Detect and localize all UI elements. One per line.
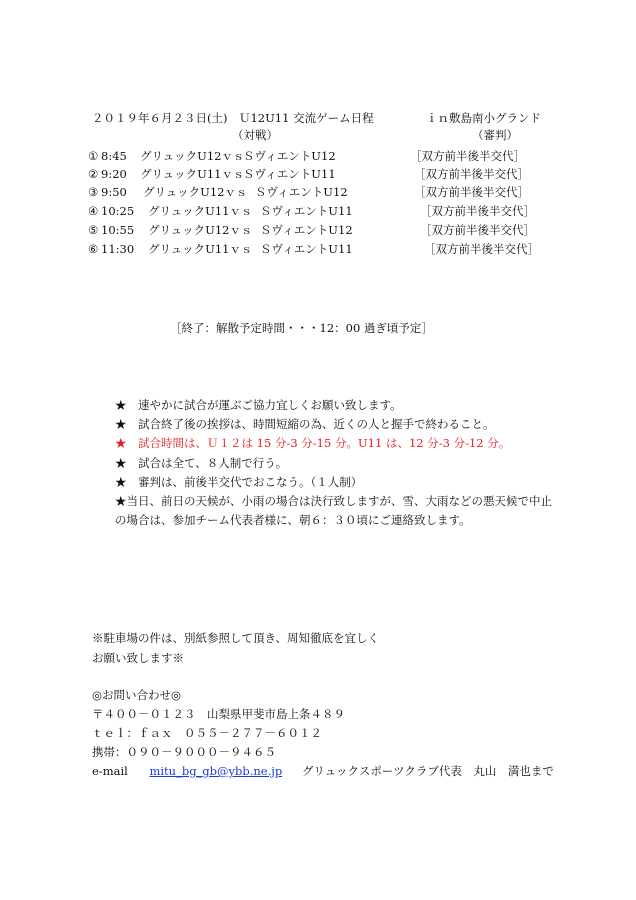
referee-column-header: （審判） bbox=[472, 128, 518, 142]
match-time: 9:20 bbox=[101, 167, 127, 181]
match-column-header: （対戦） bbox=[232, 128, 278, 142]
contact-email-row bbox=[92, 763, 554, 779]
parking-note: ※駐車場の件は、別紙参照して頂き、周知徹底を宜しく bbox=[92, 631, 380, 645]
away-team: ＳヴィエントU12 bbox=[243, 149, 336, 163]
home-team: グリュックU12ｖｓ bbox=[140, 149, 245, 163]
note-item: ★ 審判は、前後半交代でおこなう。（１人制） bbox=[115, 475, 363, 489]
venue-label: ｉｎ敷島南小グランド bbox=[426, 111, 541, 125]
dismissal-time-note: ［終了：解散予定時間・・・12：00 過ぎ頃予定］ bbox=[170, 321, 433, 335]
referee-assignment: ［双方前半後半交代］ bbox=[420, 223, 535, 237]
contact-address: 〒４００－０１２３ 山梨県甲斐市島上条４８９ bbox=[92, 707, 345, 721]
note-item: の場合は、参加チーム代表者様に、朝６：３０頃にご連絡致します。 bbox=[115, 513, 471, 527]
away-team: ＳヴィエントU11 bbox=[243, 167, 336, 181]
home-team: グリュックU11ｖｓ bbox=[140, 167, 245, 181]
contact-heading: ◎お問い合わせ◎ bbox=[92, 688, 182, 702]
match-time: 9:50 bbox=[101, 185, 127, 199]
match-time: 11:30 bbox=[101, 242, 135, 256]
schedule-title: ２０１９年６月２３日(土) Ｕ12U11 交流ゲーム日程 bbox=[92, 111, 374, 125]
home-team: グリュックU11ｖｓ bbox=[148, 242, 253, 256]
match-time: 8:45 bbox=[101, 149, 127, 163]
note-item: ★当日、前日の天候が、小雨の場合は決行致しますが、雪、大雨などの悪天候で中止 bbox=[115, 494, 552, 508]
match-time: 10:25 bbox=[101, 204, 135, 218]
match-time: 10:55 bbox=[101, 223, 135, 237]
match-number: ③ bbox=[88, 185, 99, 199]
home-team: グリュックU12ｖｓ bbox=[143, 185, 248, 199]
contact-telfax: ｔｅｌ：ｆａｘ ０５５－２７７－６０１２ bbox=[92, 726, 322, 740]
away-team: ＳヴィエントU11 bbox=[260, 242, 353, 256]
away-team: ＳヴィエントU12 bbox=[255, 185, 348, 199]
match-number: ④ bbox=[88, 204, 99, 218]
match-number: ② bbox=[88, 167, 99, 181]
note-item: ★ 試合終了後の挨拶は、時間短縮の為、近くの人と握手で終わること。 bbox=[115, 417, 495, 431]
note-item: ★ 速やかに試合が運ぶご協力宜しくお願い致します。 bbox=[115, 398, 402, 412]
referee-assignment: ［双方前半後半交代］ bbox=[420, 204, 535, 218]
referee-assignment: ［双方前半後半交代］ bbox=[414, 185, 529, 199]
away-team: ＳヴィエントU11 bbox=[260, 204, 353, 218]
match-number: ⑤ bbox=[88, 223, 99, 237]
contact-mobile: 携帯：０９０－９０００－９４６５ bbox=[92, 745, 276, 759]
away-team: ＳヴィエントU12 bbox=[260, 223, 353, 237]
referee-assignment: ［双方前半後半交代］ bbox=[410, 149, 525, 163]
match-number: ⑥ bbox=[88, 242, 99, 256]
referee-assignment: ［双方前半後半交代］ bbox=[414, 167, 529, 181]
parking-note-cont: お願い致します※ bbox=[92, 651, 184, 665]
home-team: グリュックU11ｖｓ bbox=[148, 204, 253, 218]
referee-assignment: ［双方前半後半交代］ bbox=[424, 242, 539, 256]
home-team: グリュックU12ｖｓ bbox=[148, 223, 253, 237]
email-link[interactable]: mitu_bg_gb@ybb.ne.jp bbox=[149, 764, 283, 778]
match-number: ① bbox=[88, 149, 99, 163]
email-label: e-mail bbox=[92, 764, 128, 778]
note-item-highlight: ★ 試合時間は、Ｕ１２は 15 分-3 分-15 分。U11 は、12 分-3 分-12 分。 bbox=[115, 436, 511, 450]
note-item: ★ 試合は全て、８人制で行う。 bbox=[115, 456, 288, 470]
contact-signature: グリュックスポーツクラブ代表 丸山 満也まで bbox=[301, 764, 554, 778]
